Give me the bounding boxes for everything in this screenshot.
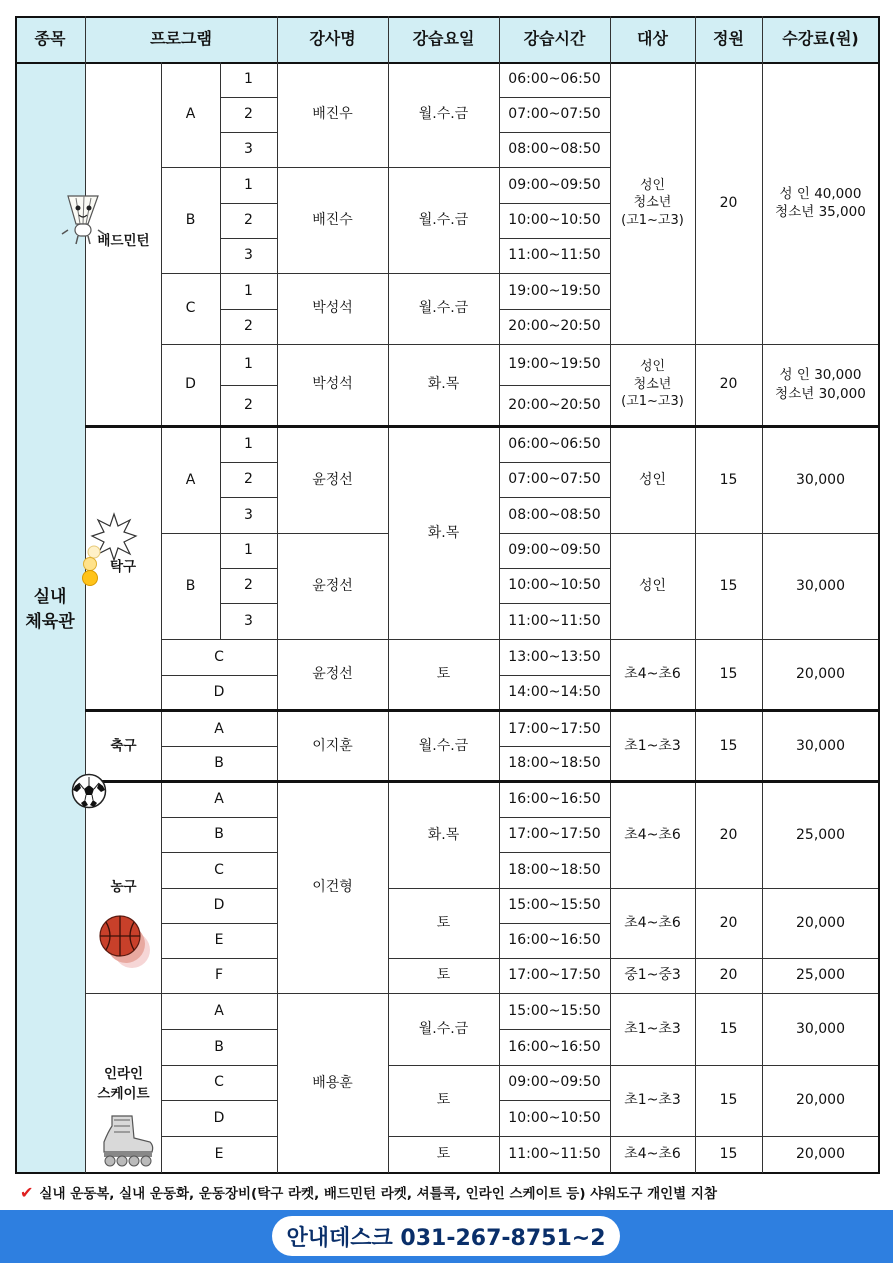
class-time: 19:00~19:50 <box>508 356 601 373</box>
class-time: 17:00~17:50 <box>508 967 601 984</box>
capacity: 15 <box>719 665 738 682</box>
target-group <box>610 344 695 425</box>
program-letter: A <box>214 720 224 737</box>
header-program: 프로그램 <box>150 29 212 49</box>
class-days: 월.수.금 <box>418 737 469 754</box>
basketball-icon <box>98 912 156 972</box>
fee: 20,000 <box>796 1145 845 1162</box>
fee-adult: 40,000 <box>814 185 862 202</box>
capacity: 15 <box>719 737 738 754</box>
program-letter: A <box>185 106 196 123</box>
fee-group <box>762 62 879 344</box>
session-number: 1 <box>244 176 253 193</box>
class-time: 20:00~20:50 <box>508 318 601 335</box>
fee: 30,000 <box>796 1021 845 1038</box>
capacity: 20 <box>719 826 738 843</box>
fee: 20,000 <box>796 1092 845 1109</box>
class-days: 토 <box>436 665 451 682</box>
class-time: 09:00~09:50 <box>508 176 601 193</box>
checkmark-icon: ✔ <box>20 1183 34 1202</box>
class-time: 10:00~10:50 <box>508 1109 601 1126</box>
class-time: 13:00~13:50 <box>508 648 601 665</box>
target-group: 초4~초6 <box>624 826 681 843</box>
fee: 30,000 <box>796 737 845 754</box>
class-time: 18:00~18:50 <box>508 754 601 771</box>
target-group: 초4~초6 <box>624 914 681 931</box>
class-time: 16:00~16:50 <box>508 932 601 949</box>
contact-text: 안내데스크 031-267-8751~2 <box>286 1225 606 1251</box>
fee: 30,000 <box>796 577 845 594</box>
target-youth: 청소년 <box>633 376 672 392</box>
capacity: 20 <box>719 194 738 211</box>
target-group <box>610 62 695 344</box>
program-letter: D <box>213 683 225 700</box>
class-time: 15:00~15:50 <box>508 897 601 914</box>
class-time: 06:00~06:50 <box>508 436 601 453</box>
target-group: 초1~초3 <box>624 1021 681 1038</box>
class-time: 17:00~17:50 <box>508 720 601 737</box>
class-days: 토 <box>436 967 451 984</box>
capacity: 15 <box>719 471 738 488</box>
target-adult: 성인 <box>639 359 666 375</box>
fee-group <box>762 344 879 425</box>
inline-skate-icon <box>98 1112 156 1168</box>
target-group: 초1~초3 <box>624 737 681 754</box>
class-time: 09:00~09:50 <box>508 1074 601 1091</box>
fee-youth: 30,000 <box>818 385 866 402</box>
target-group: 성인 <box>638 471 667 488</box>
target-group: 초4~초6 <box>624 665 681 682</box>
class-time: 07:00~07:50 <box>508 471 601 488</box>
class-time: 08:00~08:50 <box>508 141 601 158</box>
header-sport: 종목 <box>34 29 66 49</box>
fee-youth-label: 청소년 <box>775 204 815 220</box>
program-letter: D <box>213 897 225 914</box>
class-time: 16:00~16:50 <box>508 1038 601 1055</box>
session-number: 2 <box>244 106 253 123</box>
class-days: 화.목 <box>427 376 460 393</box>
capacity: 15 <box>719 1021 738 1038</box>
program-letter: B <box>214 754 224 771</box>
session-number: 3 <box>244 141 253 158</box>
class-time: 10:00~10:50 <box>508 212 601 229</box>
capacity: 20 <box>719 967 738 984</box>
class-time: 14:00~14:50 <box>508 683 601 700</box>
instructor-name: 이지훈 <box>312 737 353 754</box>
sport-inline-skate <box>86 1062 161 1106</box>
class-time: 11:00~11:50 <box>508 247 601 264</box>
header-instructor: 강사명 <box>309 29 356 49</box>
header-day: 강습요일 <box>412 29 475 49</box>
class-time: 10:00~10:50 <box>508 577 601 594</box>
target-grade: (고1~고3) <box>621 212 684 228</box>
class-time: 17:00~17:50 <box>508 826 601 843</box>
program-letter: A <box>214 791 224 808</box>
class-time: 07:00~07:50 <box>508 106 601 123</box>
program-letter: D <box>213 1109 225 1126</box>
notice-text: 실내 운동복, 실내 운동화, 운동장비(탁구 라켓, 배드민턴 라켓, 셔틀콕, 인라인 스케이트 등) 샤워도구 개인별 지참 <box>39 1186 717 1202</box>
session-number: 3 <box>244 612 253 629</box>
fee-youth: 35,000 <box>818 204 866 220</box>
class-time: 11:00~11:50 <box>508 1145 601 1162</box>
program-letter: C <box>214 648 224 665</box>
program-letter: A <box>185 471 196 488</box>
target-group: 중1~중3 <box>624 967 681 984</box>
session-number: 1 <box>244 282 253 299</box>
fee: 20,000 <box>796 665 845 682</box>
fee: 25,000 <box>796 967 845 984</box>
class-time: 16:00~16:50 <box>508 791 601 808</box>
instructor-name: 배진수 <box>312 211 353 228</box>
capacity: 20 <box>719 376 738 393</box>
program-letter: C <box>214 1074 224 1091</box>
target-group: 초1~초3 <box>624 1092 681 1109</box>
header-fee: 수강료(원) <box>782 29 859 49</box>
session-number: 3 <box>244 506 253 523</box>
sport-inline-line2: 스케이트 <box>97 1086 150 1102</box>
fee-adult: 30,000 <box>814 367 862 384</box>
class-time: 19:00~19:50 <box>508 282 601 299</box>
instructor-name: 박성석 <box>312 300 353 317</box>
class-time: 20:00~20:50 <box>508 396 601 413</box>
target-grade: (고1~고3) <box>621 394 684 410</box>
session-number: 2 <box>244 318 253 335</box>
header-target: 대상 <box>637 29 668 49</box>
session-number: 2 <box>244 471 253 488</box>
soccer-ball-icon <box>71 773 107 809</box>
session-number: 1 <box>244 356 253 373</box>
class-time: 18:00~18:50 <box>508 861 601 878</box>
class-days: 화.목 <box>427 826 460 843</box>
category-label <box>15 580 85 640</box>
header-capacity: 정원 <box>713 29 744 49</box>
instructor-name: 윤정선 <box>312 665 353 682</box>
class-days: 토 <box>436 1145 451 1162</box>
fee: 30,000 <box>796 471 845 488</box>
program-letter: E <box>214 1145 224 1162</box>
session-number: 3 <box>244 247 253 264</box>
session-number: 2 <box>244 212 253 229</box>
target-adult: 성인 <box>639 177 666 193</box>
fee-adult-label: 성 인 <box>779 185 810 202</box>
program-letter: F <box>214 967 224 984</box>
program-letter: B <box>214 826 224 843</box>
program-letter: B <box>185 211 196 228</box>
class-days: 화.목 <box>427 524 460 541</box>
session-number: 2 <box>244 577 253 594</box>
instructor-name: 배진우 <box>312 106 353 123</box>
class-days: 월.수.금 <box>418 106 469 123</box>
capacity: 15 <box>719 577 738 594</box>
session-number: 1 <box>244 71 253 88</box>
class-days: 월.수.금 <box>418 300 469 317</box>
class-time: 09:00~09:50 <box>508 542 601 559</box>
class-time: 15:00~15:50 <box>508 1003 601 1020</box>
sport-tabletennis: 탁구 <box>109 558 137 575</box>
fee: 20,000 <box>796 914 845 931</box>
capacity: 15 <box>719 1145 738 1162</box>
class-time: 08:00~08:50 <box>508 506 601 523</box>
instructor-name: 이건형 <box>312 879 353 896</box>
program-letter: D <box>185 376 196 393</box>
target-group: 성인 <box>638 577 667 594</box>
notice-line <box>20 1182 717 1202</box>
target-group: 초4~초6 <box>624 1145 681 1162</box>
capacity: 20 <box>719 914 738 931</box>
program-letter: C <box>214 861 224 878</box>
sport-soccer: 축구 <box>110 737 137 754</box>
program-letter: B <box>214 1038 224 1055</box>
sport-basketball: 농구 <box>110 878 137 895</box>
contact-badge <box>272 1216 620 1256</box>
class-time: 11:00~11:50 <box>508 612 601 629</box>
fee: 25,000 <box>796 826 845 843</box>
class-days: 월.수.금 <box>418 1021 469 1038</box>
header-time: 강습시간 <box>523 29 586 49</box>
instructor-name: 윤정선 <box>312 471 353 488</box>
category-line2: 체육관 <box>25 612 75 632</box>
instructor-name: 윤정선 <box>312 577 353 594</box>
fee-adult-label: 성 인 <box>779 367 810 384</box>
class-time: 06:00~06:50 <box>508 71 601 88</box>
program-letter: A <box>214 1003 224 1020</box>
instructor-name: 배용훈 <box>312 1074 353 1091</box>
class-days: 토 <box>436 914 451 931</box>
program-letter: B <box>185 577 196 594</box>
session-number: 1 <box>244 436 253 453</box>
capacity: 15 <box>719 1092 738 1109</box>
fee-youth-label: 청소년 <box>775 385 815 402</box>
class-days: 월.수.금 <box>418 211 469 228</box>
program-letter: C <box>185 300 196 317</box>
sport-badminton: 배드민턴 <box>97 232 150 249</box>
session-number: 2 <box>244 396 253 413</box>
sport-inline-line1: 인라인 <box>103 1065 144 1082</box>
instructor-name: 박성석 <box>312 376 353 393</box>
class-days: 토 <box>436 1092 451 1109</box>
program-letter: E <box>214 932 224 949</box>
category-line1: 실내 <box>33 586 67 607</box>
session-number: 1 <box>244 542 253 559</box>
target-youth: 청소년 <box>633 195 672 211</box>
